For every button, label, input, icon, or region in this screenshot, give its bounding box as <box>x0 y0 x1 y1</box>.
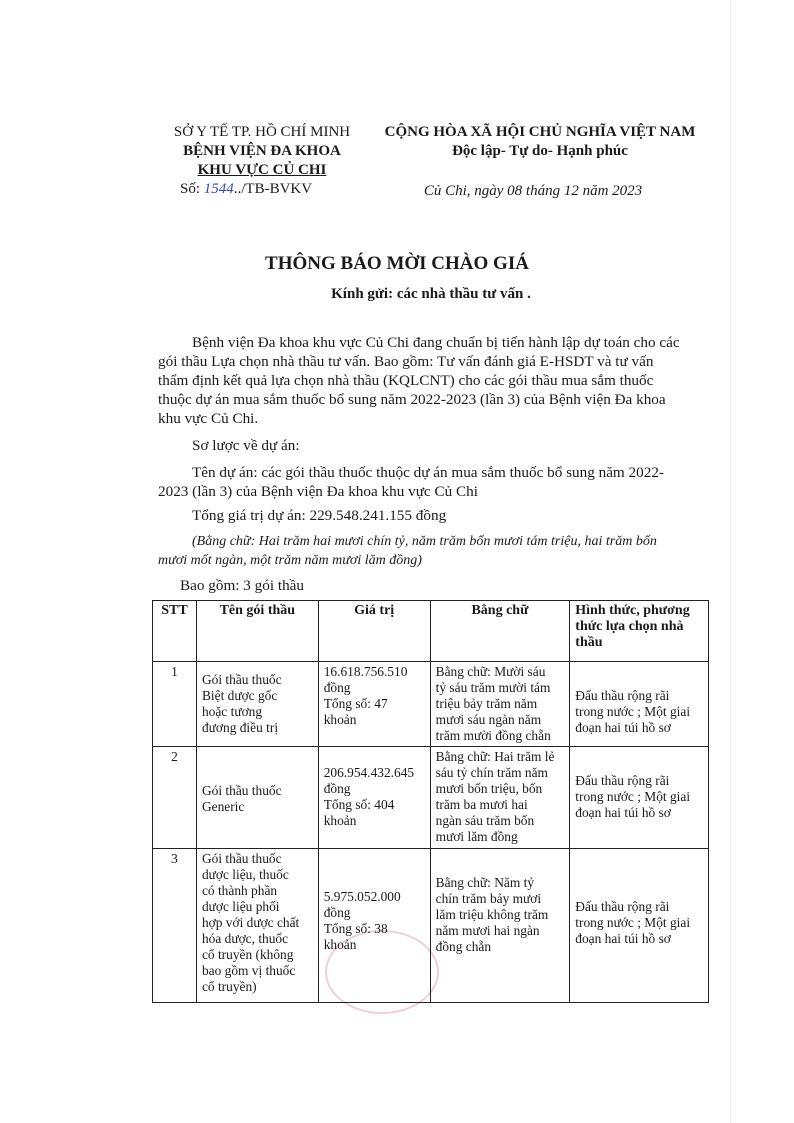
header-stt: STT <box>153 601 197 662</box>
document-title: THÔNG BÁO MỜI CHÀO GIÁ <box>265 253 529 274</box>
place-date: Củ Chi, ngày 08 tháng 12 năm 2023 <box>423 183 643 199</box>
margin-line <box>730 0 731 1123</box>
row-value: 16.618.756.510 đồng Tổng số: 47 khoản <box>318 662 430 747</box>
row-stt: 3 <box>153 849 197 1003</box>
handwritten-number: 1544 <box>203 181 234 197</box>
document-number: Số: 1544../TB-BVKV <box>180 181 313 197</box>
header-left <box>152 123 372 199</box>
row-name: Gói thầu thuốc Biệt dược gốc hoặc tương đương điều trị <box>196 662 318 747</box>
row-words: Bằng chữ: Hai trăm lẻ sáu tỷ chín trăm năm mươi bốn triệu, bốn trăm ba mươi hai ngàn sáu trăm bốn mươi lăm đồng <box>430 747 570 849</box>
header-words: Bằng chữ <box>430 601 570 662</box>
hospital-name-line1: BỆNH VIỆN ĐA KHOA <box>183 143 341 159</box>
row-method: Đấu thầu rộng rãi trong nước ; Một giai đoạn hai túi hồ sơ <box>570 849 709 1003</box>
total-in-words: (Bằng chữ: Hai trăm hai mươi chín tỷ, năm trăm bốn mươi tám triệu, hai trăm bốn mươi mốt ngàn, một trăm năm mươi lăm đồng) <box>158 534 657 568</box>
row-value: 206.954.432.645 đồng Tổng số: 404 khoản <box>318 747 430 849</box>
row-stt: 2 <box>153 747 197 849</box>
total-value: Tổng giá trị dự án: 229.548.241.155 đồng <box>192 507 447 524</box>
table-row <box>153 747 709 849</box>
header-right <box>360 123 720 201</box>
row-stt: 1 <box>153 662 197 747</box>
nation-title: CỘNG HÒA XÃ HỘI CHỦ NGHĨA VIỆT NAM <box>384 124 696 140</box>
table-header-row <box>153 601 709 662</box>
ministry-name: SỞ Y TẾ TP. HỒ CHÍ MINH <box>173 124 351 140</box>
row-words: Bằng chữ: Năm tỷ chín trăm bảy mươi lăm triệu không trăm năm mươi hai ngàn đồng chẵn <box>430 849 570 1003</box>
intro-paragraph: Bệnh viện Đa khoa khu vực Củ Chi đang chuẩn bị tiến hành lập dự toán cho các gói thầu Lựa chọn nhà thầu tư vấn. Bao gồm: Tư vấn đánh giá E-HSDT và tư vấn thẩm định kết quả lựa chọn nhà thầu (KQLCNT) cho các gói thầu mua sắm thuốc thuộc dự án mua sắm thuốc bổ sung năm 2022-2023 (lần 3) của Bệnh viện Đa khoa khu vực Củ Chi. <box>158 334 680 427</box>
packages-count: Bao gồm: 3 gói thầu <box>180 577 305 594</box>
header-value: Giá trị <box>318 601 430 662</box>
table-row <box>153 849 709 1003</box>
row-words: Bằng chữ: Mười sáu tỷ sáu trăm mười tám triệu bảy trăm năm mươi sáu ngàn năm trăm mười đồng chẵn <box>430 662 570 747</box>
row-method: Đấu thầu rộng rãi trong nước ; Một giai đoạn hai túi hồ sơ <box>570 747 709 849</box>
row-method: Đấu thầu rộng rãi trong nước ; Một giai đoạn hai túi hồ sơ <box>570 662 709 747</box>
packages-table <box>152 600 709 1003</box>
header-name: Tên gói thầu <box>196 601 318 662</box>
motto: Độc lập- Tự do- Hạnh phúc <box>452 143 628 159</box>
recipient: Kính gửi: các nhà thầu tư vấn . <box>331 286 531 302</box>
project-name: Tên dự án: các gói thầu thuốc thuộc dự án mua sắm thuốc bổ sung năm 2022- 2023 (lần 3) của Bệnh viện Đa khoa khu vực Củ Chi <box>158 464 664 500</box>
table-row <box>153 662 709 747</box>
header-method: Hình thức, phương thức lựa chọn nhà thầu <box>570 601 709 662</box>
row-name: Gói thầu thuốc dược liệu, thuốc có thành phần dược liệu phối hợp với dược chất hóa dược, thuốc cổ truyền (không bao gồm vị thuốc cổ truyền) <box>196 849 318 1003</box>
hospital-name-line2: KHU VỰC CỦ CHI <box>197 162 327 178</box>
row-value: 5.975.052.000 đồng Tổng số: 38 khoản <box>318 849 430 1003</box>
summary-label: Sơ lược về dự án: <box>192 437 300 454</box>
row-name: Gói thầu thuốc Generic <box>196 747 318 849</box>
